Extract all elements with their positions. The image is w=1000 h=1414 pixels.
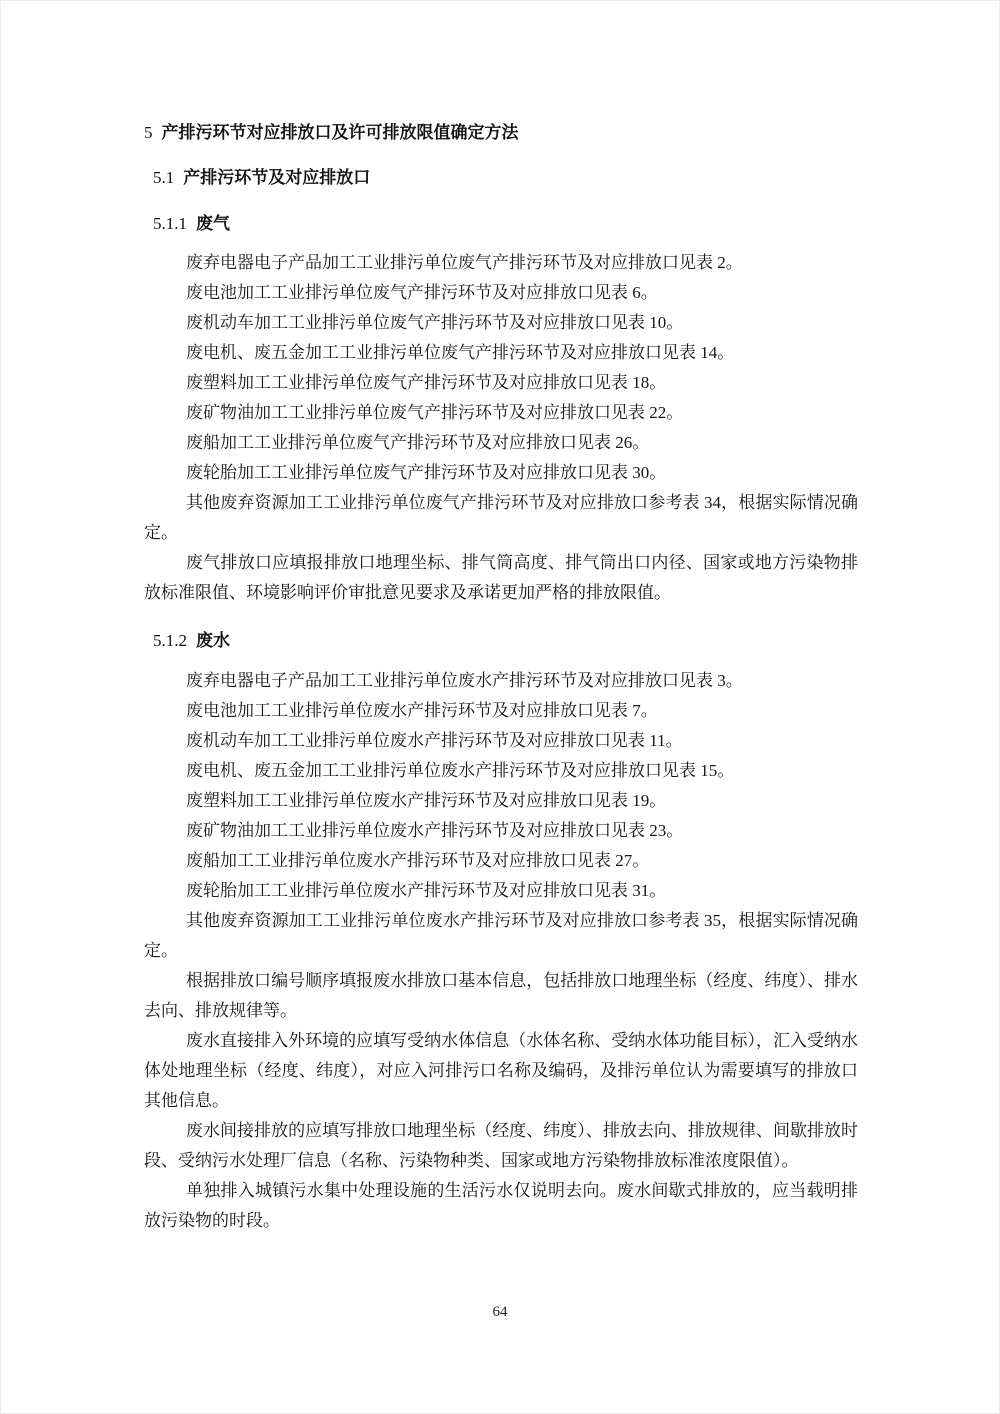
heading-number: 5.1.2: [153, 631, 187, 650]
waste-gas-list-item: 废弃电器电子产品加工工业排污单位废气产排污环节及对应排放口见表 2。: [186, 253, 743, 272]
waste-water-list-item: 废矿物油加工工业排污单位废水产排污环节及对应排放口见表 23。: [186, 821, 684, 840]
waste-water-list-item: 废船加工工业排污单位废水产排污环节及对应排放口见表 27。: [186, 851, 650, 870]
waste-water-list-item: 废弃电器电子产品加工工业排污单位废水产排污环节及对应排放口见表 3。: [186, 671, 743, 690]
waste-gas-list-item: 废轮胎加工工业排污单位废气产排污环节及对应排放口见表 30。: [186, 463, 667, 482]
waste-water-list-item: 废电池加工工业排污单位废水产排污环节及对应排放口见表 7。: [186, 701, 658, 720]
waste-water-paragraph: 根据排放口编号顺序填报废水排放口基本信息，包括排放口地理坐标（经度、纬度）、排水去向、排放规律等。: [144, 971, 858, 1020]
section-heading-5-1-1-waste-gas: [153, 213, 858, 235]
waste-water-outlet-list: [144, 666, 858, 906]
page-number: 64: [492, 1304, 508, 1320]
waste-gas-list-item: 废机动车加工工业排污单位废气产排污环节及对应排放口见表 10。: [186, 313, 684, 332]
waste-water-list-item: 废轮胎加工工业排污单位废水产排污环节及对应排放口见表 31。: [186, 881, 667, 900]
waste-gas-list-item: 废矿物油加工工业排污单位废气产排污环节及对应排放口见表 22。: [186, 403, 684, 422]
heading-title: 产排污环节及对应排放口: [183, 168, 371, 187]
heading-title: 废气: [196, 214, 230, 233]
waste-gas-list-item: 废电池加工工业排污单位废气产排污环节及对应排放口见表 6。: [186, 283, 658, 302]
waste-water-paragraph: 废水间接排放的应填写排放口地理坐标（经度、纬度）、排放去向、排放规律、间歇排放时段、受纳污水处理厂信息（名称、污染物种类、国家或地方污染物排放标准浓度限值）。: [144, 1121, 858, 1170]
waste-gas-list-item: 废船加工工业排污单位废气产排污环节及对应排放口见表 26。: [186, 433, 650, 452]
waste-gas-paragraph: 其他废弃资源加工工业排污单位废气产排污环节及对应排放口参考表 34，根据实际情况确定。: [144, 493, 858, 542]
section-heading-5: [144, 122, 858, 144]
waste-water-paragraph: 废水直接排入外环境的应填写受纳水体信息（水体名称、受纳水体功能目标），汇入受纳水体处地理坐标（经度、纬度），对应入河排污口名称及编码，及排污单位认为需要填写的排放口其他信息。: [144, 1031, 858, 1110]
heading-title: 废水: [196, 631, 230, 650]
waste-water-list-item: 废机动车加工工业排污单位废水产排污环节及对应排放口见表 11。: [186, 731, 683, 750]
waste-gas-outlet-list: [144, 248, 858, 488]
waste-water-paragraph: 单独排入城镇污水集中处理设施的生活污水仅说明去向。废水间歇式排放的，应当载明排放污染物的时段。: [144, 1181, 858, 1230]
page-footer: [1, 1302, 999, 1322]
document-content: [144, 1, 858, 1236]
section-heading-5-1-2-waste-water: [153, 630, 858, 652]
waste-gas-paragraph: 废气排放口应填报排放口地理坐标、排气筒高度、排气筒出口内径、国家或地方污染物排放标准限值、环境影响评价审批意见要求及承诺更加严格的排放限值。: [144, 553, 858, 602]
waste-water-list-item: 废塑料加工工业排污单位废水产排污环节及对应排放口见表 19。: [186, 791, 667, 810]
section-heading-5-1: [153, 167, 858, 189]
heading-title: 产排污环节对应排放口及许可排放限值确定方法: [161, 123, 519, 142]
waste-water-list-item: 废电机、废五金加工工业排污单位废水产排污环节及对应排放口见表 15。: [186, 761, 735, 780]
waste-gas-list-item: 废塑料加工工业排污单位废气产排污环节及对应排放口见表 18。: [186, 373, 667, 392]
heading-number: 5.1.1: [153, 214, 187, 233]
waste-water-paragraph: 其他废弃资源加工工业排污单位废水产排污环节及对应排放口参考表 35，根据实际情况确定。: [144, 911, 858, 960]
heading-number: 5: [144, 123, 153, 142]
heading-number: 5.1: [153, 168, 175, 187]
waste-gas-list-item: 废电机、废五金加工工业排污单位废气产排污环节及对应排放口见表 14。: [186, 343, 735, 362]
